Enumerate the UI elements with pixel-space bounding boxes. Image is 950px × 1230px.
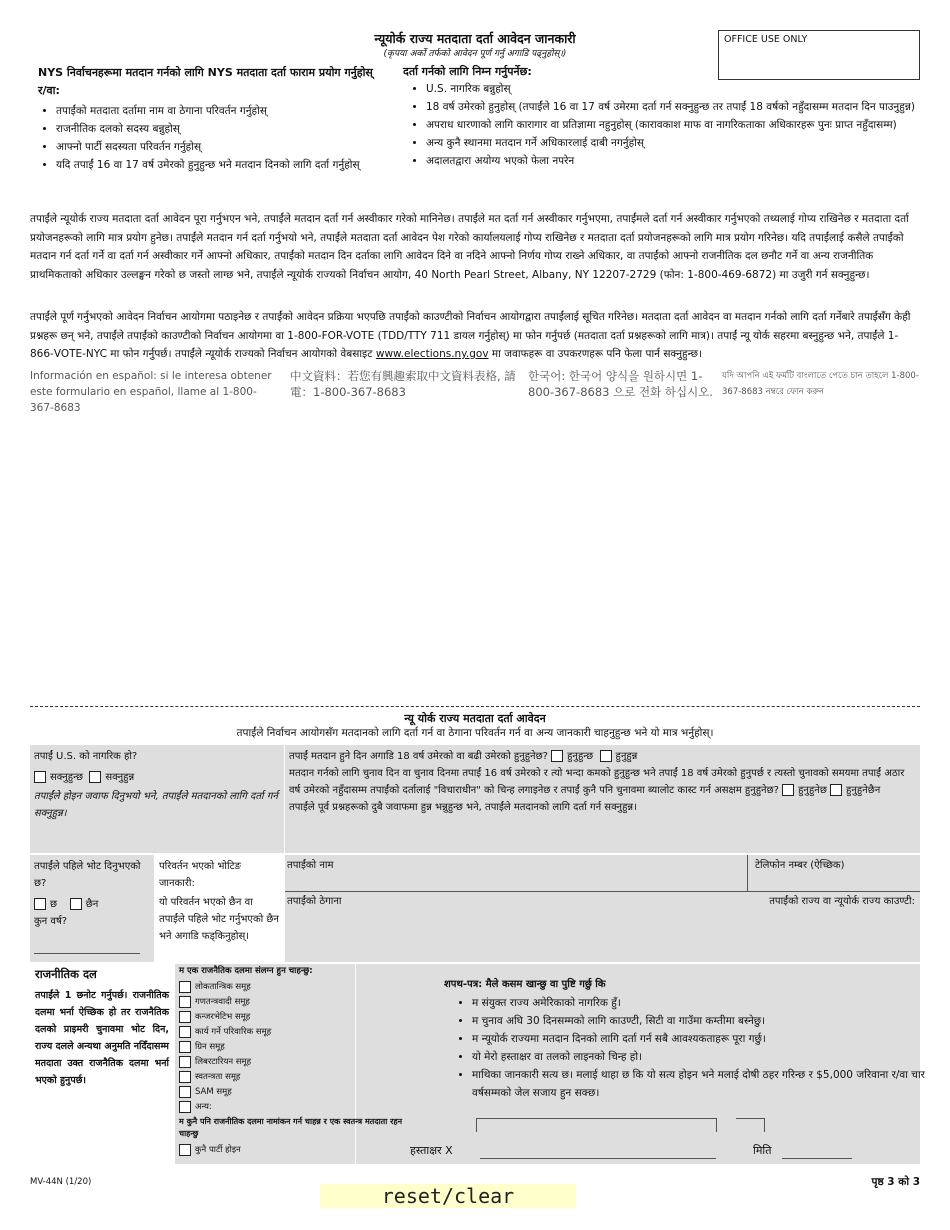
party-checkbox[interactable] [179, 1041, 191, 1053]
party-none-label: म कुनै पनि राजनीतिक दलमा नामांकन गर्न चाहन्न र एक स्वतन्त्र मतदाता रहन चाहन्छु [179, 1117, 403, 1138]
party-option-label: ग्रिन समूह [195, 1042, 225, 1052]
party-heading: राजनीतिक दल [35, 967, 97, 981]
party-option-label: लोकतान्त्रिक समूह [195, 982, 251, 992]
page-title: न्यूयोर्क राज्य मतदाता दर्ता आवेदन जानकारी [374, 31, 576, 46]
party-info-section [30, 964, 174, 1164]
date-input[interactable] [782, 1158, 852, 1159]
age-16-yes-label: हुनुहुनेछ [798, 785, 827, 796]
privacy-paragraph: तपाईंले न्यूयोर्क राज्य मतदाता दर्ता आवेदन पूरा गर्नुभएन भने, तपाईंले मतदान दर्ता गर्न अस्वीकार गरेको मानिनेछ। तपाईंले मत दर्ता गर्न अस्वीकार गर्नुभएमा, तपाईंमले दर्ता गर्न अस्वीकार गर्नुभएको तथ्यलाई गोप्य राखिनेछ र मतदाता दर्ता प्रयोजनहरूको लागि मात्र प्रयोग हुनेछ। तपाईंले मतदान गर्न दर्ता गर्नुभयो भने, तपाईंले मतदाता दर्ता आवेदन पेश गरेको कार्यालयलाई गोप्य राखिनेछ र मतदाता दर्ता प्रयोजनहरूको लागि मात्र प्रयोग गरिनेछ। यदि तपाईंलाई कसैले तपाईंको मतदान गर्न दर्ता गर्ने वा दर्ता गर्न अस्वीकार गर्ने आफ्नो अधिकार, तपाईंको मतदान दिन दर्ताका लागि आवेदन दिने वा नदिने आफ्नो निर्णय गोप्य राख्ने अधिकार, वा तपाईंको आफ्नो राजनीतिक दल छनौट गर्ने वा अन्य राजनीतिक प्राथमिकताको अधिकार उल्लङ्घन गरेको छ जस्तो लाग्छ भने, तपाईंले न्यूयोर्क राज्यको निर्वाचन आयोग, 40 North Pearl Street, Albany, NY 12207-2729 (फोन: 1-800-469-6872) मा उजुरी गर्न सक्नुहुन्छ। [30, 213, 909, 281]
oath-heading: शपथ-पत्र: मैले कसम खान्छु वा पुष्टि गर्छु कि [444, 979, 606, 990]
date-bracket [736, 1118, 764, 1119]
party-text: तपाईंले 1 छनोट गर्नुपर्छ। राजनीतिक दलमा भर्ना ऐच्छिक हो तर राजनैतिक दलको प्राइमरी चुनावमा भोट दिन, राज्य दलले अन्यथा अनुमति नदिँदासम्म मतदाता उक्त राजनैतिक दलमा भर्ना भएको हुनुपर्छ। [35, 990, 169, 1086]
party-option-label: गणतन्त्रवादी समूह [195, 997, 250, 1007]
party-option-label: SAM समूह [195, 1087, 232, 1097]
age-note: तपाईंले पूर्व प्रश्नहरूको दुबै जवाफमा हुन्न भन्नुहुन्छ भने, तपाईंले मतदानको लागि दर्ता गर्न सक्नुहुन्न। [289, 802, 637, 813]
voted-yes-label: छ [50, 899, 58, 910]
chinese-note: 中文資料：若您有興趣索取中文資料表格, 請電：1-800-367-8683 [290, 369, 516, 399]
party-checkbox[interactable] [179, 1056, 191, 1068]
oath-item: • म संयुक्त राज्य अमेरिकाको नागरिक हुँ। [472, 994, 932, 1012]
changed-info-text: यो परिवर्तन भएको छैन वा तपाईंले पहिले भोट गर्नुभएको छैन भने अगाडि फड्किनुहोस्। [159, 897, 279, 942]
age-16-no-label: हुनुहुनेछैन [846, 785, 881, 796]
form-title: न्यू योर्क राज्य मतदाता दर्ता आवेदन [404, 712, 546, 725]
age-no-label: हुनुहुन्न [615, 751, 638, 762]
party-option [179, 1085, 351, 1100]
signature-label: हस्ताक्षर X [410, 1144, 453, 1157]
left-intro-heading: NYS निर्वाचनहरूमा मतदान गर्नको लागि NYS मतदाता दर्ता फाराम प्रयोग गर्नुहोस् र/वा: [38, 66, 373, 97]
elections-website-link[interactable]: www.elections.ny.gov [375, 348, 489, 360]
list-item: • आफ्नो पार्टी सदस्यता परिवर्तन गर्नुहोस् [56, 138, 398, 156]
party-option [179, 1055, 351, 1070]
address-label: तपाईंको ठेगाना [287, 896, 342, 907]
party-options-section [175, 964, 403, 1164]
list-item: • अन्य कुनै स्थानमा मतदान गर्ने अधिकारलाई दाबी नगर्नुहोस् [426, 134, 918, 152]
bengali-note: যদি আপনি এই ফর্মটি বাংলাতে পেতে চান তাহলে 1-800-367-8683 নম্বরে ফোন করুন [722, 371, 919, 397]
party-option [179, 995, 351, 1010]
phone-label: टेलिफोन नम्बर (ऐच्छिक) [755, 860, 845, 871]
name-label: तपाईंको नाम [287, 860, 334, 871]
list-item: • U.S. नागरिक बन्नुहोस् [426, 80, 918, 98]
phone-input[interactable] [755, 873, 915, 889]
signature-input[interactable] [480, 1158, 716, 1159]
citizen-no-checkbox[interactable] [89, 771, 101, 783]
age-16-yes-checkbox[interactable] [782, 784, 794, 796]
age-yes-label: हुनुहुन्छ [567, 751, 594, 762]
voted-year-input[interactable] [34, 953, 140, 954]
list-item: • अपराध धारणाको लागि कारागार वा प्रतिज्ञामा नहुनुहोस् (कारावकाश माफ वा नागरिकताका अधिकारहरू पुनः प्राप्त नहुँदासम्म) [426, 116, 918, 134]
office-use-label: OFFICE USE ONLY [724, 34, 808, 45]
date-label: मिति [753, 1144, 772, 1157]
party-checkbox[interactable] [179, 1101, 191, 1113]
changed-info-label: परिवर्तन भएको भोटिङ जानकारी: [159, 861, 241, 889]
party-option-label: अन्य: [195, 1102, 212, 1112]
list-item: • तपाईंको मतदाता दर्तामा नाम वा ठेगाना परिवर्तन गर्नुहोस् [56, 102, 398, 120]
party-option [179, 1010, 351, 1025]
party-checkbox[interactable] [179, 981, 191, 993]
contact-text: तपाईंले पूर्ण गर्नुभएको आवेदन निर्वाचन आयोगमा पठाइनेछ र तपाईंको आवेदन प्रक्रिया भएपछि तपाईंको काउण्टीको निर्वाचन आयोगद्वारा तपाईंलाई सूचित गरिनेछ। मतदाता दर्ता आवेदन वा मतदान गर्नको लागि दर्ता गर्नेबारे तपाईंसँग केही प्रश्नहरू छन् भने, तपाईंले तपाईंको काउण्टीको निर्वाचन आयोगमा वा 1-800-FOR-VOTE (TDD/TTY 711 डायल गर्नुहोस्) मा फोन गर्नुपर्छ (मतदाता दर्ता प्रश्नहरूको लागि मात्र)। तपाईं न्यू योर्क सहरमा बस्नुहुन्छ भने, तपाईंले 1-866-VOTE-NYC मा फोन गर्नुपर्छ। तपाईंले न्यूयोर्क राज्यको निर्वाचन आयोगको वेबसाइट [30, 311, 911, 360]
divider [285, 891, 920, 892]
form-id: MV-44N (1/20) [30, 1177, 92, 1187]
voted-before-question: तपाईंले पहिले भोट दिनुभएको छ? [34, 861, 141, 889]
list-item: • यदि तपाईं 16 वा 17 वर्ष उमेरको हुनुहुन्छ भने मतदान दिनको लागि दर्ता गर्नुहोस् [56, 156, 398, 174]
signature-bracket [716, 1118, 717, 1132]
party-checkbox[interactable] [179, 1026, 191, 1038]
voted-no-label: छैन [85, 899, 99, 910]
voted-no-checkbox[interactable] [70, 898, 82, 910]
signature-bracket [476, 1118, 477, 1132]
name-address-section [285, 855, 920, 962]
oath-section [356, 964, 925, 1164]
citizen-section [30, 745, 284, 853]
age-16-question: मतदान गर्नको लागि चुनाव दिन वा चुनाव दिनमा तपाईं 16 वर्ष उमेरको र त्यो भन्दा कमको हुनुहुन्छ भने तपाईं 18 वर्ष उमेरको हुनुपर्छ र त्यस्तो चुनावको समयमा तपाईं अठार वर्ष उमेरको नहुँदासम्म तपाईंको दर्तालाई "विचाराधीन" को चिन्ह लगाइनेछ र तपाईं कुनै पनि चुनावमा ब्यालोट कास्ट गर्न असक्षम हुनुहुनेछ? [289, 768, 905, 796]
party-checkbox[interactable] [179, 1086, 191, 1098]
party-checkbox[interactable] [179, 1071, 191, 1083]
county-label: तपाईंको राज्य वा न्यूयोर्क राज्य काउण्टी: [769, 896, 915, 907]
list-item: • अदालतद्वारा अयोग्य भएको फेला नपरेन [426, 152, 918, 170]
list-item: • राजनीतिक दलको सदस्य बन्नुहोस् [56, 120, 398, 138]
age-yes-checkbox[interactable] [551, 750, 563, 762]
page-number: पृष्ठ 3 को 3 [871, 1176, 920, 1188]
party-option-label: स्वतन्त्रता समूह [195, 1072, 241, 1082]
spanish-note: Información en español: si le interesa obtener este formulario en español, llame al 1-800-367-8683 [30, 370, 272, 414]
form-subtitle: तपाईंले निर्वाचन आयोगसँग मतदानको लागि दर्ता गर्न वा ठेगाना परिवर्तन गर्न वा अन्य जानकारी चाहनुहुन्छ भने यो मात्र भर्नुहोस्। [236, 727, 714, 739]
party-checkbox[interactable] [179, 1011, 191, 1023]
contact-paragraph [30, 308, 920, 364]
cut-line [30, 706, 920, 707]
party-option [179, 980, 351, 995]
party-option [179, 1100, 351, 1115]
citizen-question: तपाईं U.S. को नागरिक हो? [34, 751, 138, 762]
contact-text-end: मा जवाफहरू वा उपकरणहरू पनि फेला पार्न सक्नुहुन्छ। [488, 348, 702, 360]
name-input[interactable] [287, 873, 745, 889]
citizen-yes-checkbox[interactable] [34, 771, 46, 783]
party-option-label: कन्जरभेटिभ समूह [195, 1012, 251, 1022]
no-party-label: कुनै पार्टी होइन [195, 1145, 241, 1155]
no-party-checkbox[interactable] [179, 1144, 191, 1156]
age-no-checkbox[interactable] [600, 750, 612, 762]
party-option [179, 1070, 351, 1085]
party-option [179, 1040, 351, 1055]
office-use-box [718, 30, 920, 80]
list-item: • 18 वर्ष उमेरको हुनुहोस् (तपाईंले 16 वा 17 वर्ष उमेरमा दर्ता गर्न सक्नुहुन्छ तर तपाईं 18 वर्षको नहुँदासम्म मतदान दिन पाउनुहुन्न) [426, 98, 918, 116]
left-intro-list [38, 102, 398, 174]
party-join-label: म एक राजनैतिक दलमा संलग्न हुन चाहन्छु: [179, 966, 313, 976]
party-checkbox[interactable] [179, 996, 191, 1008]
age-section [285, 745, 920, 853]
party-option [179, 1025, 351, 1040]
korean-note: 한국어: 한국어 양식을 원하시면 1-800-367-8683 으로 전화 하십시오. [528, 369, 713, 399]
page-subtitle: (कृपया अर्को तर्फको आवेदन पूर्ण गर्नु अगाडि पढ्नुहोस्।) [383, 49, 567, 59]
signature-bracket [476, 1118, 716, 1119]
oath-item: • माथिका जानकारी सत्य छ। मलाई थाहा छ कि यो सत्य होइन भने मलाई दोषी ठहर गरिन्छ र $5,000 जरिवाना र/वा चार वर्षसम्मको जेल सजाय हुन सक्छ। [472, 1066, 932, 1102]
right-intro-list [408, 80, 918, 170]
changed-info-section [155, 855, 284, 962]
citizen-yes-label: सक्नुहुन्छ [50, 772, 83, 783]
age-16-no-checkbox[interactable] [830, 784, 842, 796]
party-option [179, 1143, 351, 1158]
right-intro-heading: दर्ता गर्नको लागि निम्न गर्नुपर्नेछ: [403, 65, 532, 78]
voted-before-section [30, 855, 154, 962]
party-option-label: कार्य गर्ने परिवारिक समूह [195, 1027, 272, 1037]
reset-clear-button[interactable]: reset/clear [320, 1184, 576, 1208]
oath-item: • म न्यूयोर्क राज्यमा मतदान दिनको लागि दर्ता गर्न सबै आवश्यकताहरू पूरा गर्छु। [472, 1030, 932, 1048]
age-question: तपाईं मतदान हुने दिन अगाडि 18 वर्ष उमेरको वा बढी उमेरको हुनुहुनेछ? [289, 751, 548, 762]
party-option-label: लिबरटारियन समूह [195, 1057, 252, 1067]
oath-item: • म चुनाव अघि 30 दिनसम्मको लागि काउण्टी, सिटी वा गाउँमा कम्तीमा बस्नेछु। [472, 1012, 932, 1030]
citizen-note: तपाईंले होइन जवाफ दिनुभयो भने, तपाईंले मतदानको लागि दर्ता गर्न सक्नुहुन्न। [34, 791, 278, 819]
citizen-no-label: सक्नुहुन्न [105, 772, 135, 783]
oath-item: • यो मेरो हस्ताक्षर वा तलको लाइनको चिन्ह हो। [472, 1048, 932, 1066]
divider [747, 855, 748, 891]
voted-year-label: कुन वर्ष? [34, 916, 68, 927]
address-input[interactable] [287, 911, 915, 957]
voted-yes-checkbox[interactable] [34, 898, 46, 910]
date-bracket [764, 1118, 765, 1132]
